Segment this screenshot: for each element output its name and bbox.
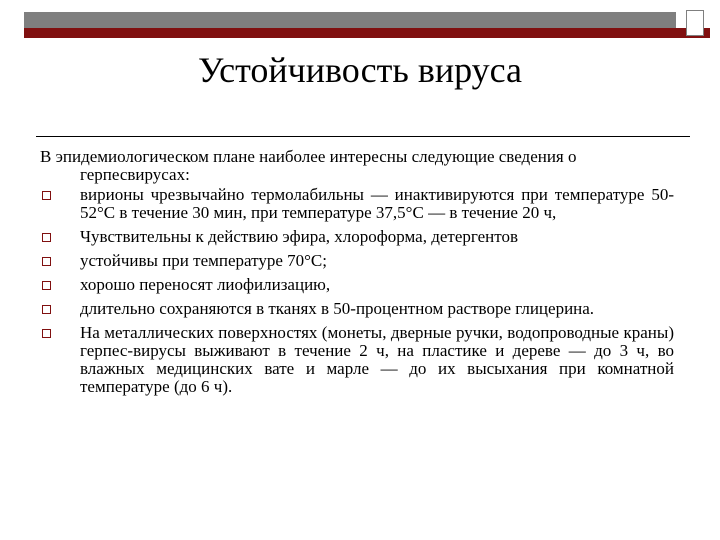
- slide-body: [40, 148, 674, 402]
- square-bullet-icon: [42, 257, 51, 266]
- list-item: [40, 186, 674, 222]
- header-corner-box: [686, 10, 704, 36]
- slide-title: Устойчивость вируса: [198, 50, 522, 90]
- list-item-text: вирионы чрезвычайно термолабильны — инактивируются при температуре 50-52°С в течение 30 мин, при температуре 37,5°С — в течение 20 ч,: [80, 185, 674, 222]
- list-item-text: хорошо переносят лиофилизацию,: [80, 275, 331, 294]
- title-divider: [36, 136, 690, 137]
- header-accent-bar: [24, 28, 710, 38]
- square-bullet-icon: [42, 305, 51, 314]
- list-item: [40, 252, 674, 270]
- square-bullet-icon: [42, 329, 51, 338]
- list-item-text: На металлических поверхностях (монеты, дверные ручки, водопроводные краны) герпес-вирусы выживают в течение 2 ч, на пластике и дереве — до 3 ч, во влажных медицинских вате и марле — до их высыхания при комнатной температуре (до 6 ч).: [80, 323, 674, 396]
- list-item: [40, 228, 674, 246]
- list-item: [40, 324, 674, 396]
- list-item-text: длительно сохраняются в тканях в 50-процентном растворе глицерина.: [80, 299, 595, 318]
- list-item-text: устойчивы при температуре 70°С;: [80, 251, 327, 270]
- intro-text: В эпидемиологическом плане наиболее интересны следующие сведения о герпесвирусах:: [40, 147, 577, 184]
- header-gray-bar: [24, 12, 676, 28]
- square-bullet-icon: [42, 281, 51, 290]
- list-item-text: Чувствительны к действию эфира, хлороформа, детергентов: [80, 227, 518, 246]
- square-bullet-icon: [42, 233, 51, 242]
- list-item: [40, 276, 674, 294]
- bullet-list: [40, 186, 674, 396]
- list-item: [40, 300, 674, 318]
- square-bullet-icon: [42, 191, 51, 200]
